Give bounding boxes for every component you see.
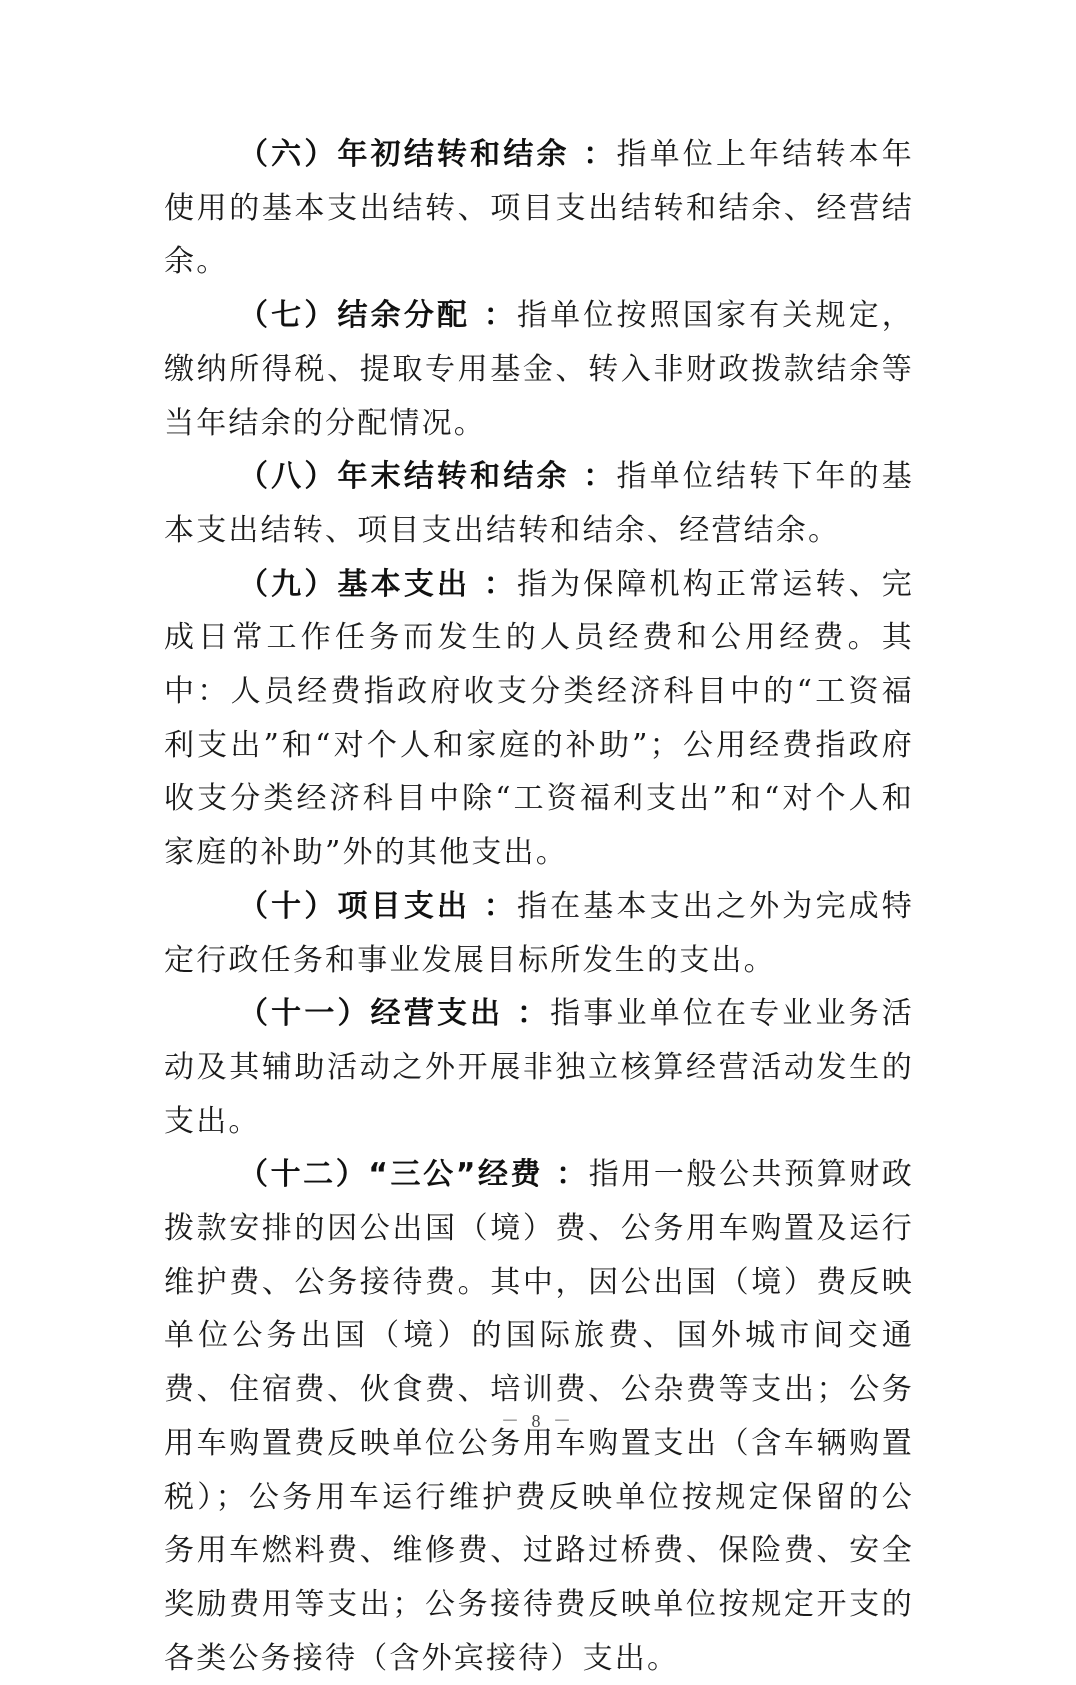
paragraph-term: （十一）经营支出 ： bbox=[238, 996, 551, 1032]
paragraph-project-expenditure bbox=[164, 880, 914, 987]
paragraph-operating-expenditure bbox=[164, 987, 914, 1148]
paragraph-text: 指事业单位在专业业务活动及其辅助活动之外开展非独立核算经营活动发生的支出。 bbox=[164, 996, 914, 1139]
paragraph-text: 指在基本支出之外为完成特定行政任务和事业发展目标所发生的支出。 bbox=[164, 888, 914, 978]
paragraph-year-end-carryover bbox=[164, 450, 914, 557]
paragraph-term: （七）结余分配 ： bbox=[238, 298, 517, 334]
page-number: － 8 － bbox=[501, 1411, 575, 1431]
paragraph-basic-expenditure bbox=[164, 558, 914, 880]
paragraph-text: 指单位结转下年的基本支出结转、项目支出结转和结余、经营结余。 bbox=[164, 459, 914, 548]
paragraph-term: （八）年末结转和结余 ： bbox=[238, 459, 617, 495]
paragraph-year-start-carryover bbox=[164, 128, 914, 289]
paragraph-text: 指单位上年结转本年使用的基本支出结转、项目支出结转和结余、经营结余。 bbox=[164, 137, 914, 280]
paragraph-term: （十）项目支出 ： bbox=[238, 888, 517, 924]
document-body bbox=[164, 128, 914, 1685]
paragraph-text: 指单位按照国家有关规定，缴纳所得税、提取专用基金、转入非财政拨款结余等当年结余的分配情况。 bbox=[164, 298, 914, 441]
paragraph-text: 指为保障机构正常运转、完成日常工作任务而发生的人员经费和公用经费。其中：人员经费指政府收支分类经济科目中的“工资福利支出”和“对个人和家庭的补助”；公用经费指政府收支分类经济科目中除“工资福利支出”和“对个人和家庭的补助”外的其他支出。 bbox=[164, 566, 914, 871]
paragraph-surplus-distribution bbox=[164, 289, 914, 450]
paragraph-term: （九）基本支出 ： bbox=[238, 566, 517, 602]
paragraph-term: （六）年初结转和结余 ： bbox=[238, 137, 617, 172]
paragraph-text: 指用一般公共预算财政拨款安排的因公出国（境）费、公务用车购置及运行维护费、公务接待费。其中，因公出国（境）费反映单位公务出国（境）的国际旅费、国外城市间交通费、住宿费、伙食费、培训费、公杂费等支出；公务用车购置费反映单位公务用车购置支出（含车辆购置税）；公务用车运行维护费反映单位按规定保留的公务用车燃料费、维修费、过路过桥费、保险费、安全奖励费用等支出；公务接待费反映单位按规定开支的各类公务接待（含外宾接待）支出。 bbox=[164, 1157, 915, 1676]
paragraph-term: （十二）“三公”经费 ： bbox=[238, 1157, 589, 1193]
